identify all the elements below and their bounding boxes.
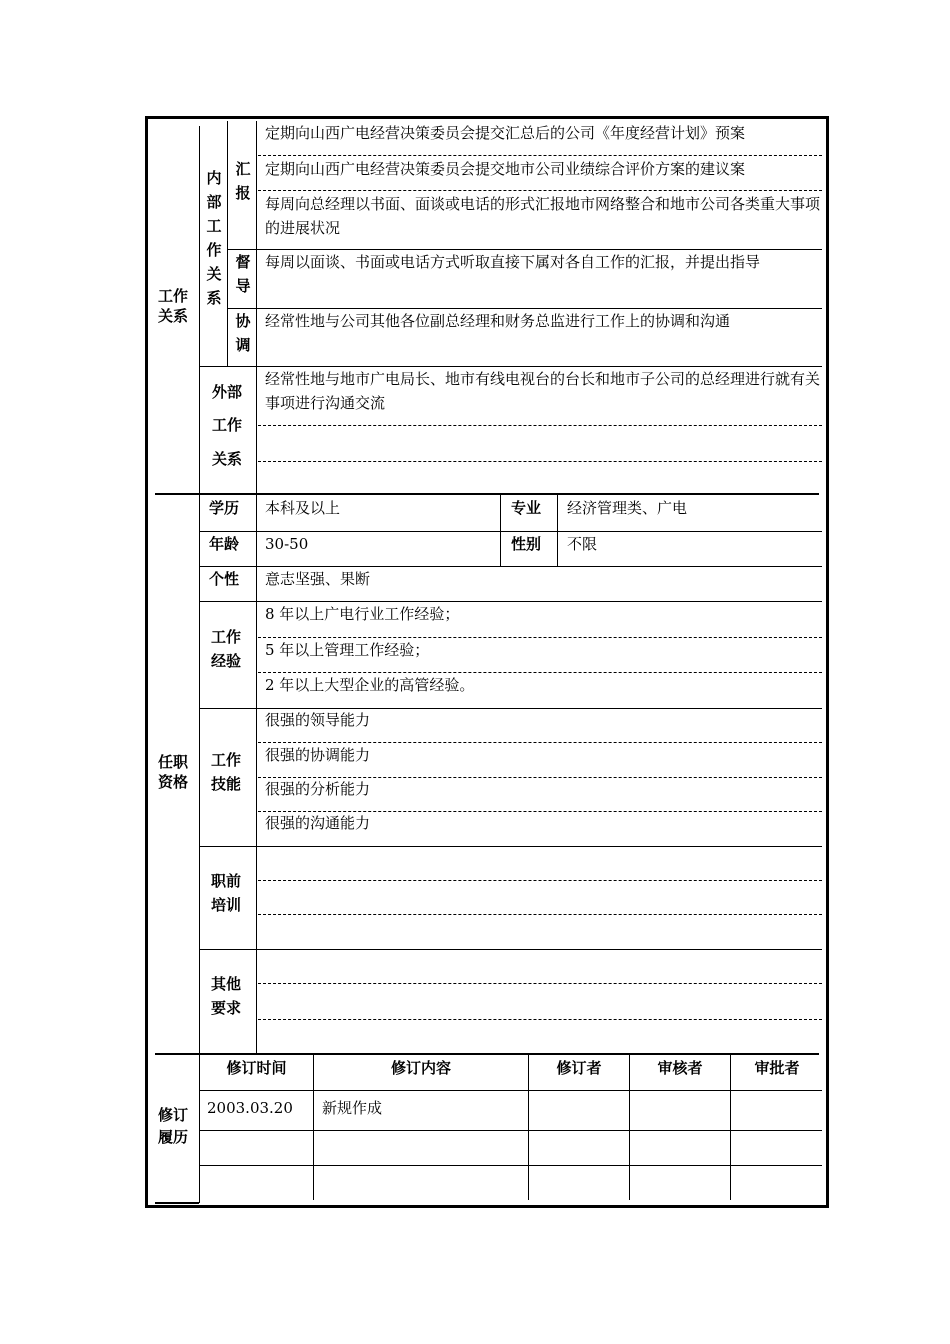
personality-value: 意志坚强、果断 [265,570,371,588]
experience-label: 工作经验 [210,628,241,670]
experience-item-2: 5 年以上管理工作经验； [265,641,430,659]
education-label: 学历 [208,499,239,517]
skills-item-2: 很强的协调能力 [265,746,371,764]
report-label: 汇报 [235,160,251,202]
major-value: 经济管理类、广电 [567,499,688,517]
report-item-3: 每周向总经理以书面、面谈或电话的形式汇报地市网络整合和地市公司各类重大事项的进展状况 [265,195,821,237]
internal-relations-label: 内部工作关系 [206,169,222,307]
gender-label: 性别 [510,535,541,553]
report-item-2: 定期向山西广电经营决策委员会提交地市公司业绩综合评价方案的建议案 [265,160,746,178]
education-value: 本科及以上 [265,499,341,517]
skills-item-3: 很强的分析能力 [265,780,371,798]
experience-item-3: 2 年以上大型企业的高管经验。 [265,676,475,694]
coordinate-text: 经常性地与公司其他各位副总经理和财务总监进行工作上的协调和沟通 [265,312,731,330]
gender-value: 不限 [567,535,598,553]
supervise-text: 每周以面谈、书面或电话方式听取直接下属对各自工作的汇报，并提出指导 [265,253,761,271]
major-label: 专业 [510,499,541,517]
skills-label: 工作技能 [210,751,241,793]
external-relations-label-3: 关系 [211,450,242,468]
personality-label: 个性 [208,570,239,588]
revision-header-approver: 审批者 [754,1059,800,1077]
age-value: 30-50 [265,535,309,553]
skills-item-4: 很强的沟通能力 [265,814,371,832]
revision-header-content: 修订内容 [390,1059,451,1077]
report-item-1: 定期向山西广电经营决策委员会提交汇总后的公司《年度经营计划》预案 [265,124,746,142]
age-label: 年龄 [208,535,239,553]
coordinate-label: 协调 [235,312,251,354]
revision-row-1-time: 2003.03.20 [207,1099,293,1117]
revision-history-label: 修订履历 [157,1106,188,1146]
training-label: 职前培训 [210,872,241,914]
revision-row-1-content: 新规作成 [322,1099,383,1117]
work-relations-label: 工作关系 [157,287,188,325]
skills-item-1: 很强的领导能力 [265,711,371,729]
revision-header-reviser: 修订者 [556,1059,602,1077]
qualifications-label: 任职资格 [157,753,188,791]
other-requirements-label: 其他要求 [210,975,241,1017]
revision-header-time: 修订时间 [226,1059,287,1077]
external-relations-text: 经常性地与地市广电局长、地市有线电视台的台长和地市子公司的总经理进行就有关事项进行沟通交流 [265,370,821,412]
experience-item-1: 8 年以上广电行业工作经验； [265,605,460,623]
external-relations-label-2: 工作 [211,416,242,434]
supervise-label: 督导 [235,253,251,295]
revision-header-reviewer: 审核者 [657,1059,703,1077]
external-relations-label-1: 外部 [211,383,242,401]
